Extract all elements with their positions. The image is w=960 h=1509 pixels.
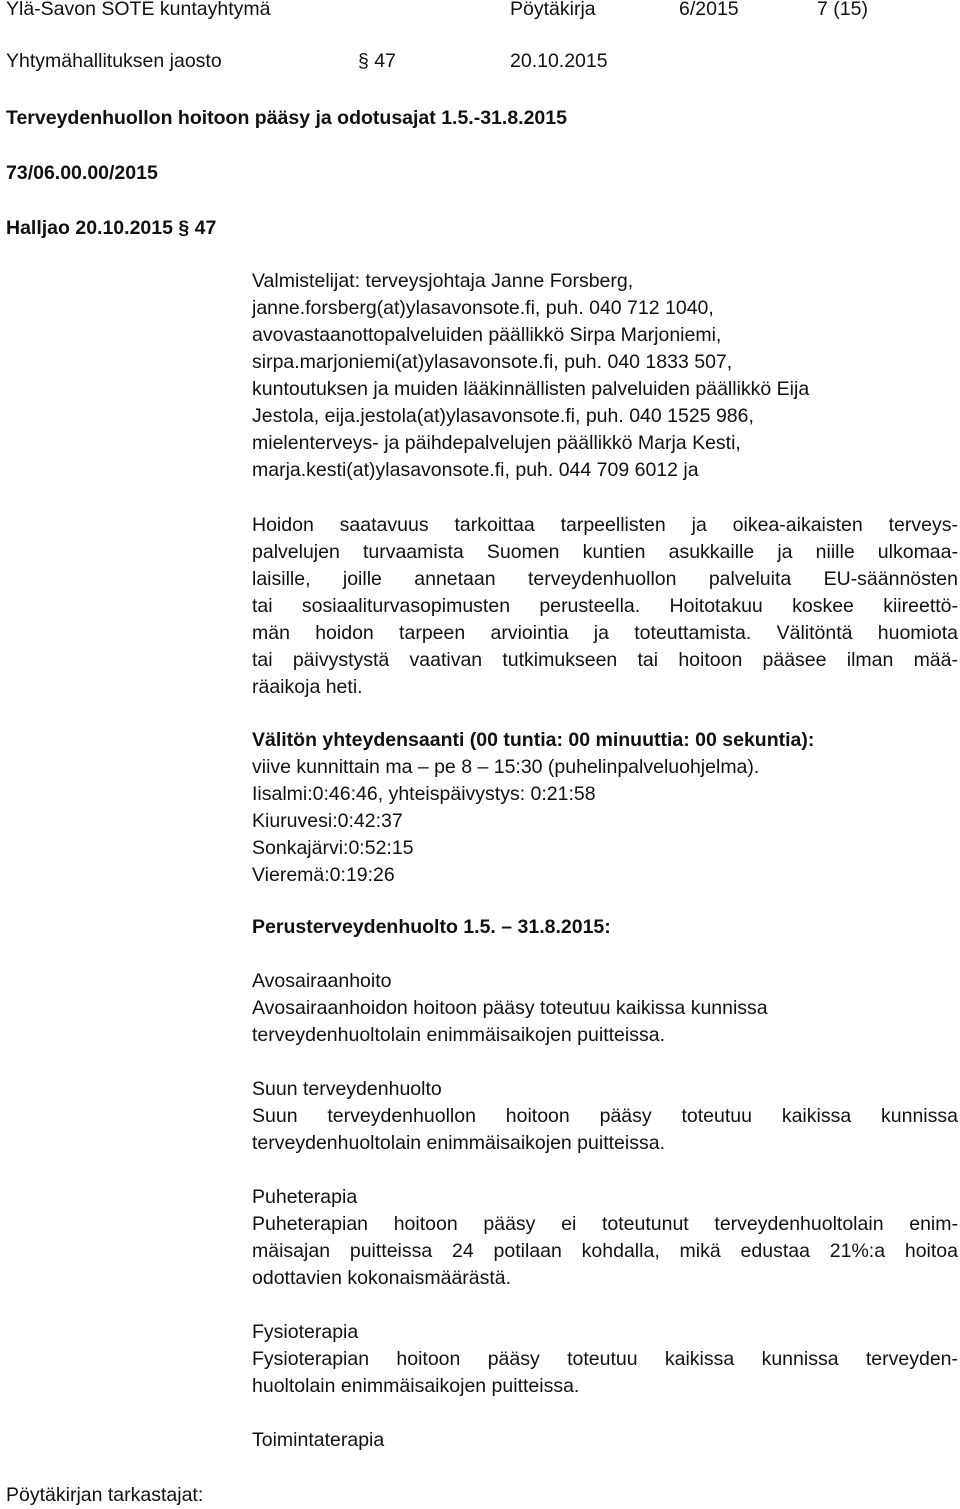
section-text-line: terveydenhuoltolain enimmäisaikojen puitteissa.: [252, 1132, 665, 1154]
section-title: Puheterapia: [252, 1186, 358, 1208]
preparers-block: [252, 268, 958, 484]
intro-line: män hoidon tarpeen arviointia ja toteuttamista. Välitöntä huomiota: [252, 622, 958, 644]
primary-care-block: [252, 914, 958, 1454]
preparers-line: marja.kesti(at)ylasavonsote.fi, puh. 044 709 6012 ja: [252, 459, 699, 481]
section-text-line: Suun terveydenhuollon hoitoon pääsy toteutuu kaikissa kunnissa: [252, 1105, 958, 1127]
page-number: 7 (15): [817, 0, 868, 20]
contact-delay-line: Iisalmi:0:46:46, yhteispäivystys: 0:21:58: [252, 783, 596, 805]
intro-line: räaikoja heti.: [252, 676, 363, 698]
preparers-line: Jestola, eija.jestola(at)ylasavonsote.fi, puh. 040 1525 986,: [252, 405, 754, 427]
document-number: 6/2015: [679, 0, 739, 20]
immediate-contact-block: [252, 727, 958, 889]
section-text-line: mäisajan puitteissa 24 potilaan kohdalla, mikä edustaa 21%:a hoitoa: [252, 1240, 958, 1262]
section-text-line: odottavien kokonaismäärästä.: [252, 1267, 512, 1289]
contact-delay-line: Kiuruvesi:0:42:37: [252, 810, 403, 832]
preparers-line: sirpa.marjoniemi(at)ylasavonsote.fi, puh. 040 1833 507,: [252, 351, 733, 373]
section-text-line: huoltolain enimmäisaikojen puitteissa.: [252, 1375, 580, 1397]
preparers-line: kuntoutuksen ja muiden lääkinnällisten palveluiden päällikkö Eija: [252, 378, 810, 400]
meeting-body: Yhtymähallituksen jaosto: [6, 50, 222, 72]
intro-line: laisille, joille annetaan terveydenhuollon palveluita EU-säännösten: [252, 568, 958, 590]
section-text-line: terveydenhuoltolain enimmäisaikojen puitteissa.: [252, 1024, 665, 1046]
page-title: Terveydenhuollon hoitoon pääsy ja odotusajat 1.5.-31.8.2015: [6, 107, 567, 129]
contact-delay-line: Vieremä:0:19:26: [252, 864, 395, 886]
diary-number: 73/06.00.00/2015: [6, 162, 158, 184]
contact-delay-line: Sonkajärvi:0:52:15: [252, 837, 414, 859]
section-text-line: Fysioterapian hoitoon pääsy toteutuu kaikissa kunnissa terveyden-: [252, 1348, 958, 1370]
section-title: Avosairaanhoito: [252, 970, 392, 992]
intro-line: tai sosiaaliturvasopimusten perusteella. Hoitotakuu koskee kiireettö-: [252, 595, 958, 617]
contact-delay-line: viive kunnittain ma – pe 8 – 15:30 (puhelinpalveluohjelma).: [252, 756, 760, 778]
intro-line: tai päivystystä vaativan tutkimukseen tai hoitoon pääsee ilman mää-: [252, 649, 958, 671]
primary-care-heading: Perusterveydenhuolto 1.5. – 31.8.2015:: [252, 916, 611, 938]
preparers-line: avovastaanottopalveluiden päällikkö Sirpa Marjoniemi,: [252, 324, 722, 346]
intro-line: palvelujen turvaamista Suomen kuntien asukkaille ja niille ulkomaa-: [252, 541, 958, 563]
section-number: § 47: [358, 50, 396, 72]
section-text-line: Puheterapian hoitoon pääsy ei toteutunut terveydenhuoltolain enim-: [252, 1213, 958, 1235]
meeting-date: 20.10.2015: [510, 50, 608, 72]
reviewers-label: Pöytäkirjan tarkastajat:: [6, 1484, 204, 1506]
section-text-line: Avosairaanhoidon hoitoon pääsy toteutuu kaikissa kunnissa: [252, 997, 768, 1019]
intro-paragraph: [252, 512, 958, 701]
preparers-line: janne.forsberg(at)ylasavonsote.fi, puh. 040 712 1040,: [252, 297, 714, 319]
intro-line: Hoidon saatavuus tarkoittaa tarpeellisten ja oikea-aikaisten terveys-: [252, 514, 958, 536]
section-title: Suun terveydenhuolto: [252, 1078, 442, 1100]
preparers-line: Valmistelijat: terveysjohtaja Janne Forsberg,: [252, 270, 634, 292]
document-type: Pöytäkirja: [510, 0, 596, 20]
organization-name: Ylä-Savon SOTE kuntayhtymä: [6, 0, 271, 20]
section-title: Toimintaterapia: [252, 1429, 385, 1451]
meeting-reference: Halljao 20.10.2015 § 47: [6, 217, 217, 239]
preparers-line: mielenterveys- ja päihdepalvelujen päällikkö Marja Kesti,: [252, 432, 741, 454]
section-title: Fysioterapia: [252, 1321, 359, 1343]
immediate-contact-heading: Välitön yhteydensaanti (00 tuntia: 00 minuuttia: 00 sekuntia):: [252, 729, 815, 751]
